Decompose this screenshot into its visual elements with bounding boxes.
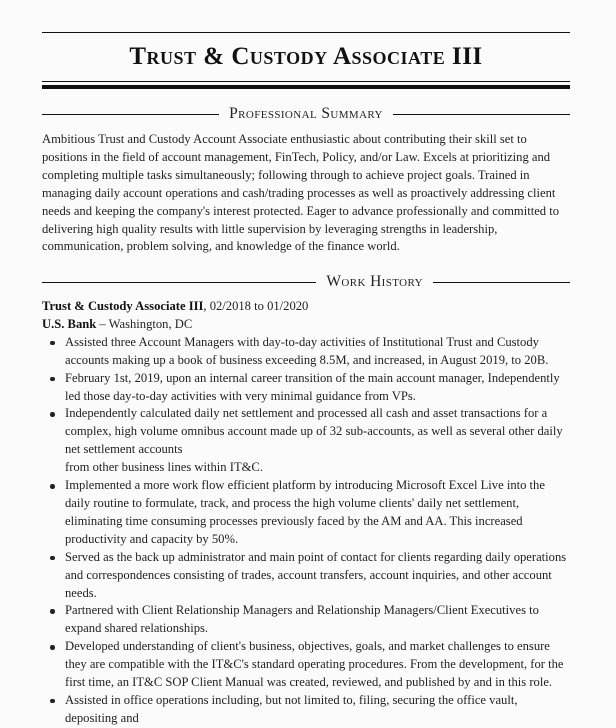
job-title-line bbox=[42, 298, 570, 316]
job-bullet: Assisted three Account Managers with day-to-day activities of Institutional Trust and Custody accounts making up a book of business exceeding 8.5M, and increased, in August 2019, to 20B. bbox=[42, 334, 570, 370]
section-heading-label: Work History bbox=[326, 273, 423, 290]
company-location: – Washington, DC bbox=[96, 316, 193, 331]
section-heading-label: Professional Summary bbox=[229, 105, 383, 122]
heading-rule-right bbox=[433, 282, 570, 283]
heading-rule-left bbox=[42, 114, 219, 115]
heading-rule-left bbox=[42, 282, 316, 283]
company-name: U.S. Bank bbox=[42, 316, 97, 331]
professional-summary-text: Ambitious Trust and Custody Account Associate enthusiastic about contributing their skill set to positions in the field of account management, FinTech, Policy, and/or Law. Excels at prioritizing and completing multiple tasks simultaneously; following through to achieve project goals. Trained in managing daily account operations and cash/trading processes as well as proactively addressing client needs and keeping the company's interest protected. Eager to advance professionally and committed to delivering high quality results with little supervision by leveraging strengths in leadership, communication, problem solving, and knowledge of the finance world. bbox=[42, 132, 560, 254]
company-line bbox=[42, 316, 570, 334]
job-entry bbox=[42, 298, 570, 728]
job-title: Trust & Custody Associate III bbox=[42, 299, 204, 313]
header-bottom-thick-rule bbox=[42, 85, 570, 89]
job-bullet: Developed understanding of client's business, objectives, goals, and market challenges to ensure they are compatible with the IT&C's standard operating procedures. From the development, for the first time, an IT&C SOP Client Manual was created, reviewed, and published by and in this role. bbox=[42, 638, 570, 692]
job-dates: , 02/2018 to 01/2020 bbox=[203, 299, 309, 313]
job-bullet: Assisted in office operations including, but not limited to, filing, securing the office vault, depositing and bbox=[42, 692, 570, 728]
job-bullet-continuation: from other business lines within IT&C. bbox=[65, 460, 263, 475]
job-bullet-list bbox=[42, 334, 570, 728]
job-bullet: Partnered with Client Relationship Managers and Relationship Managers/Client Executives to expand shared relationships. bbox=[42, 602, 570, 638]
job-bullet: Implemented a more work flow efficient platform by introducing Microsoft Excel Live into the daily routine to formulate, track, and process the high volume clients' daily net settlement, eliminating time consuming processes previously faced by the AM and AA. This increased productivity and capacity by 50%. bbox=[42, 477, 570, 549]
job-bullet: Independently calculated daily net settlement and processed all cash and asset transactions for a complex, high volume omnibus account made up of 32 sub-accounts, as well as several other daily net settlement accounts from other business lines within IT&C. bbox=[42, 405, 570, 477]
section-heading-professional-summary bbox=[42, 105, 570, 123]
job-bullet: February 1st, 2019, upon an internal career transition of the main account manager, Independently led those day-to-day activities with very minimal guidance from VPs. bbox=[42, 370, 570, 406]
header-top-rule bbox=[42, 32, 570, 33]
resume-title: Trust & Custody Associate III bbox=[129, 43, 483, 70]
section-heading-work-history bbox=[42, 273, 570, 291]
header-bottom-thin-rule bbox=[42, 81, 570, 82]
heading-rule-right bbox=[393, 114, 570, 115]
job-bullet: Served as the back up administrator and main point of contact for clients regarding daily operations and correspondences consisting of trades, account transfers, account inquiries, and other account needs. bbox=[42, 549, 570, 603]
